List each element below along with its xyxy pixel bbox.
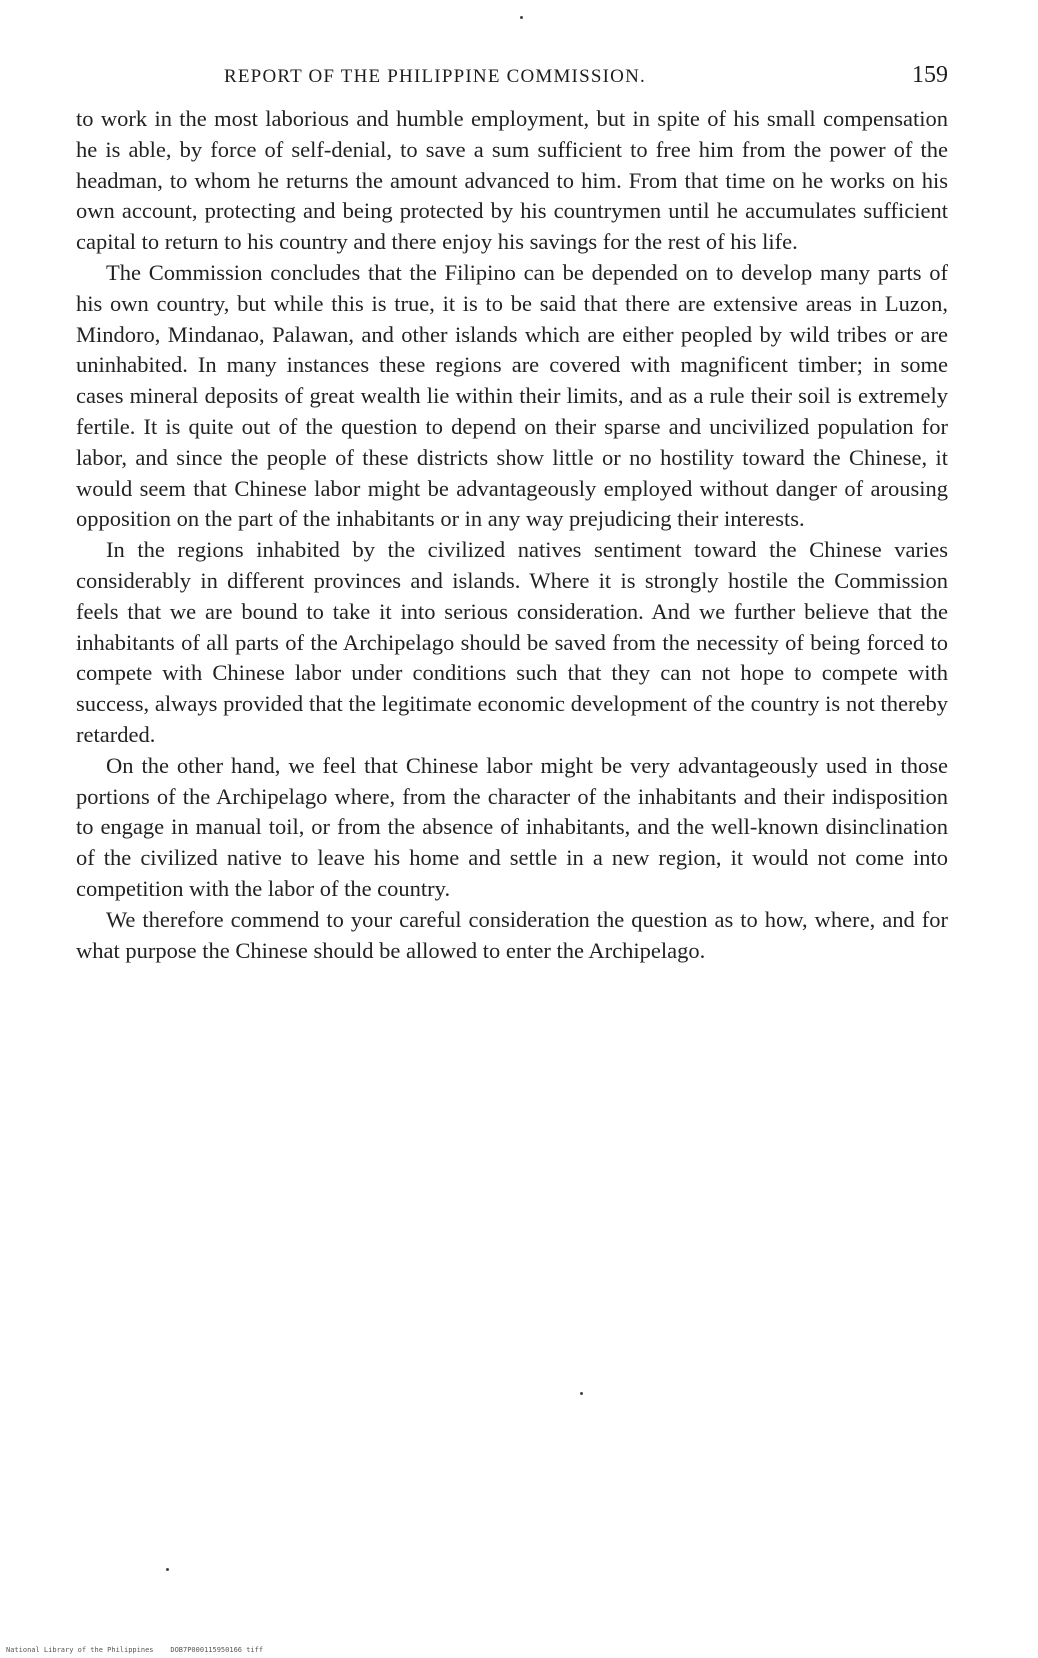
scan-speck (166, 1568, 169, 1571)
body-text (76, 104, 948, 966)
scan-footer-note: National Library of the Philippines DOB7P000115950166 tiff (6, 1646, 264, 1654)
paragraph-recommendation: We therefore commend to your careful consideration the question as to how, where, and for what purpose the Chinese should be allowed to enter the Archipelago. (76, 906, 948, 963)
scan-speck (520, 16, 523, 19)
page-number: 159 (912, 62, 948, 88)
running-head (78, 62, 948, 96)
running-title: REPORT OF THE PHILIPPINE COMMISSION. (224, 66, 646, 87)
paragraph-chinese-labor-use: On the other hand, we feel that Chinese labor might be very advantageously used in those portions of the Archipelago where, from the character of the inhabitants and their indisposition to engage in manual toil, or from the absence of inhabitants, and the well-known disinclination of the civilized native to leave his home and settle in a new region, it would not come into competition with the labor of the country. (76, 752, 948, 901)
scan-speck (580, 1392, 583, 1395)
paragraph-native-sentiment: In the regions inhabited by the civilized natives sentiment toward the Chinese varies considerably in different provinces and islands. Where it is strongly hostile the Commission feels that we are bound to take it into serious consideration. And we further believe that the inhabitants of all parts of the Archipelago should be saved from the necessity of being forced to compete with Chinese labor under conditions such that they can not hope to compete with success, always provided that the legitimate economic development of the country is not thereby retarded. (76, 537, 948, 747)
paragraph-continuation: to work in the most laborious and humble employment, but in spite of his small compensation he is able, by force of self-denial, to save a sum sufficient to free him from the power of the headman, to whom he returns the amount advanced to him. From that time on he works on his own account, protecting and being protected by his countrymen until he accumulates sufficient capital to return to his country and there enjoy his savings for the rest of his life. (76, 106, 948, 255)
paragraph-filipino-development: The Commission concludes that the Filipino can be depended on to develop many parts of his own country, but while this is true, it is to be said that there are extensive areas in Luzon, Mindoro, Mindanao, Palawan, and other islands which are either peopled by wild tribes or are uninhabited. In many instances these regions are covered with magnificent timber; in some cases mineral deposits of great wealth lie within their limits, and as a rule their soil is extremely fertile. It is quite out of the question to depend on their sparse and uncivilized population for labor, and since the people of these districts show little or no hostility toward the Chinese, it would seem that Chinese labor might be advantageously employed without danger of arousing opposition on the part of the inhabitants or in any way prejudicing their interests. (76, 259, 948, 532)
